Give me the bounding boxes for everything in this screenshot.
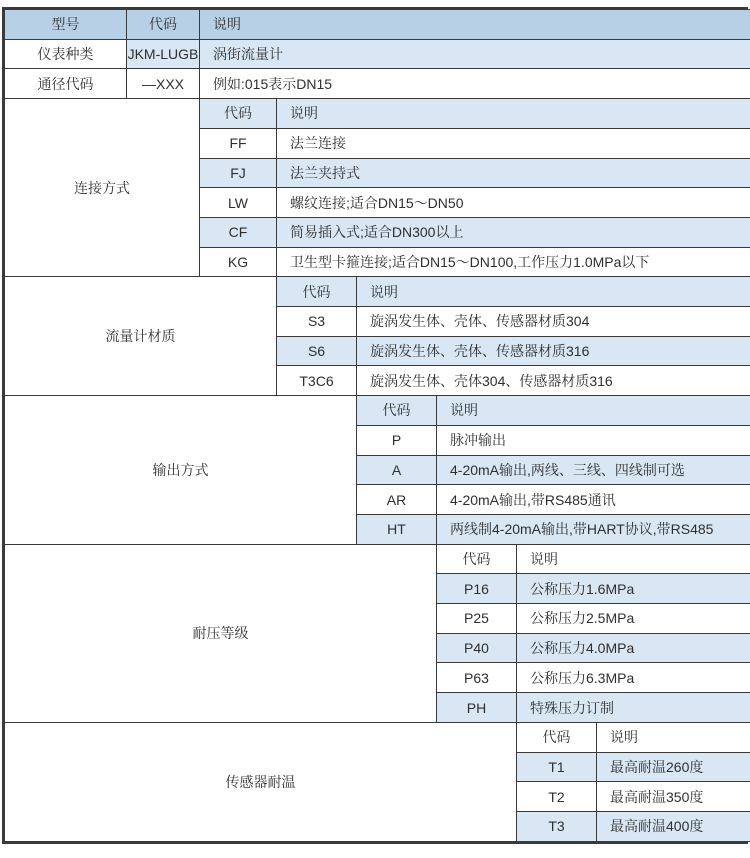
section-label-pressure: 耐压等级 (5, 544, 437, 722)
item-desc: 最高耐温260度 (597, 752, 750, 782)
item-desc: 最高耐温400度 (597, 811, 750, 841)
section-label-material: 流量计材质 (5, 277, 277, 396)
header-cell-model: 型号 (5, 10, 127, 40)
section-label-output: 输出方式 (5, 396, 357, 545)
subheader-code: 代码 (517, 722, 597, 752)
subheader-code: 代码 (357, 396, 437, 426)
section-label-connection: 连接方式 (5, 99, 200, 277)
section-label-temperature: 传感器耐温 (5, 722, 517, 841)
subheader-desc: 说明 (277, 99, 750, 129)
item-desc: 特殊压力订制 (517, 693, 750, 723)
item-desc: 螺纹连接;适合DN15～DN50 (277, 188, 750, 218)
item-desc: 卫生型卡箍连接;适合DN15～DN100,工作压力1.0MPa以下 (277, 247, 750, 277)
header-cell-code: 代码 (127, 10, 200, 40)
header-cell-desc: 说明 (200, 10, 750, 40)
item-code: T1 (517, 752, 597, 782)
item-code: S3 (277, 307, 357, 337)
item-code: P40 (437, 633, 517, 663)
row-label: 通径代码 (5, 69, 127, 99)
item-code: HT (357, 514, 437, 544)
item-code: T3 (517, 811, 597, 841)
row-label: 仪表种类 (5, 39, 127, 69)
subheader-desc: 说明 (597, 722, 750, 752)
item-code: LW (200, 188, 277, 218)
subheader-desc: 说明 (517, 544, 750, 574)
item-desc: 公称压力1.6MPa (517, 574, 750, 604)
item-desc: 4-20mA输出,两线、三线、四线制可选 (437, 455, 750, 485)
subheader-code: 代码 (200, 99, 277, 129)
item-desc: 脉冲输出 (437, 425, 750, 455)
item-code: FJ (200, 158, 277, 188)
item-code: T3C6 (277, 366, 357, 396)
subheader-desc: 说明 (437, 396, 750, 426)
item-code: P63 (437, 663, 517, 693)
row-desc: 涡街流量计 (200, 39, 750, 69)
subheader-desc: 说明 (357, 277, 750, 307)
item-desc: 法兰连接 (277, 128, 750, 158)
row-desc: 例如:015表示DN15 (200, 69, 750, 99)
item-code: A (357, 455, 437, 485)
item-desc: 法兰夹持式 (277, 158, 750, 188)
item-desc: 旋涡发生体、壳体、传感器材质304 (357, 307, 750, 337)
row-code: —XXX (127, 69, 200, 99)
item-code: P25 (437, 604, 517, 634)
item-code: PH (437, 693, 517, 723)
item-desc: 公称压力6.3MPa (517, 663, 750, 693)
item-code: AR (357, 485, 437, 515)
item-desc: 公称压力4.0MPa (517, 633, 750, 663)
item-desc: 两线制4-20mA输出,带HART协议,带RS485 (437, 514, 750, 544)
item-code: P16 (437, 574, 517, 604)
item-desc: 旋涡发生体、壳体304、传感器材质316 (357, 366, 750, 396)
item-code: CF (200, 217, 277, 247)
subheader-code: 代码 (277, 277, 357, 307)
item-code: FF (200, 128, 277, 158)
item-code: P (357, 425, 437, 455)
item-code: KG (200, 247, 277, 277)
item-desc: 最高耐温350度 (597, 782, 750, 812)
subheader-code: 代码 (437, 544, 517, 574)
item-desc: 旋涡发生体、壳体、传感器材质316 (357, 336, 750, 366)
item-code: T2 (517, 782, 597, 812)
spec-table-container (2, 7, 748, 844)
row-code: JKM-LUGB (127, 39, 200, 69)
item-desc: 4-20mA输出,带RS485通讯 (437, 485, 750, 515)
item-desc: 公称压力2.5MPa (517, 604, 750, 634)
item-code: S6 (277, 336, 357, 366)
item-desc: 简易插入式;适合DN300以上 (277, 217, 750, 247)
model-selection-table (4, 9, 750, 842)
